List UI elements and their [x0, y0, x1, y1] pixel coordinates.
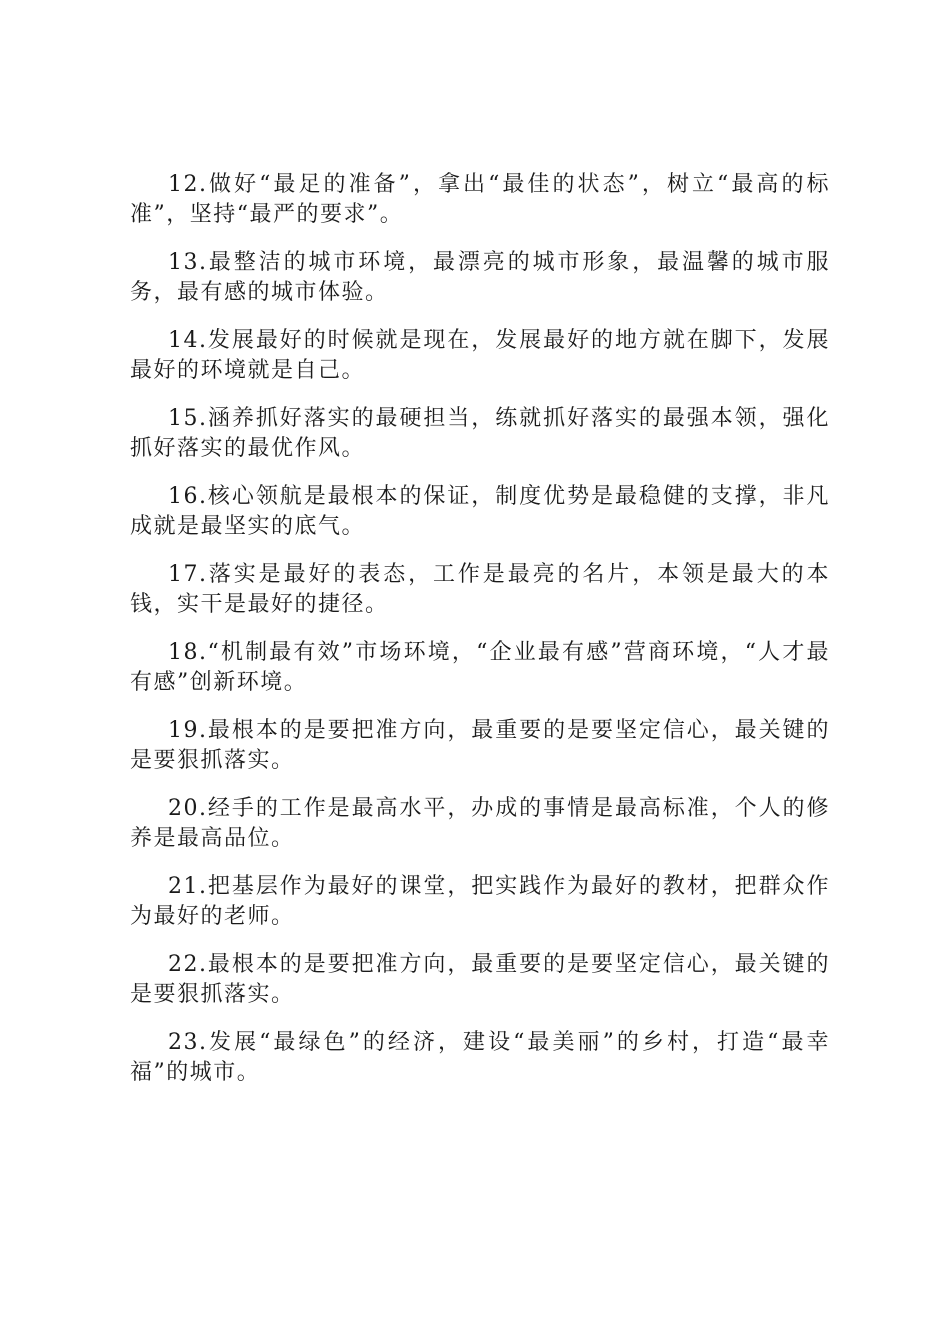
list-item: 23.发展“最绿色”的经济，建设“最美丽”的乡村，打造“最幸福”的城市。 — [130, 1030, 830, 1085]
list-item: 16.核心领航是最根本的保证，制度优势是最稳健的支撑，非凡成就是最坚实的底气。 — [130, 484, 830, 539]
list-item: 14.发展最好的时候就是现在，发展最好的地方就在脚下，发展最好的环境就是自己。 — [130, 328, 830, 383]
list-item: 20.经手的工作是最高水平，办成的事情是最高标准，个人的修养是最高品位。 — [130, 796, 830, 851]
list-item: 13.最整洁的城市环境，最漂亮的城市形象，最温馨的城市服务，最有感的城市体验。 — [130, 250, 830, 305]
list-item: 21.把基层作为最好的课堂，把实践作为最好的教材，把群众作为最好的老师。 — [130, 874, 830, 929]
list-item: 12.做好“最足的准备”，拿出“最佳的状态”，树立“最高的标准”，坚持“最严的要求”。 — [130, 172, 830, 227]
list-item: 17.落实是最好的表态，工作是最亮的名片，本领是最大的本钱，实干是最好的捷径。 — [130, 562, 830, 617]
list-item: 22.最根本的是要把准方向，最重要的是要坚定信心，最关键的是要狠抓落实。 — [130, 952, 830, 1007]
list-item: 15.涵养抓好落实的最硬担当，练就抓好落实的最强本领，强化抓好落实的最优作风。 — [130, 406, 830, 461]
list-item: 18.“机制最有效”市场环境，“企业最有感”营商环境，“人才最有感”创新环境。 — [130, 640, 830, 695]
document-body — [130, 170, 830, 1106]
list-item: 19.最根本的是要把准方向，最重要的是要坚定信心，最关键的是要狠抓落实。 — [130, 718, 830, 773]
